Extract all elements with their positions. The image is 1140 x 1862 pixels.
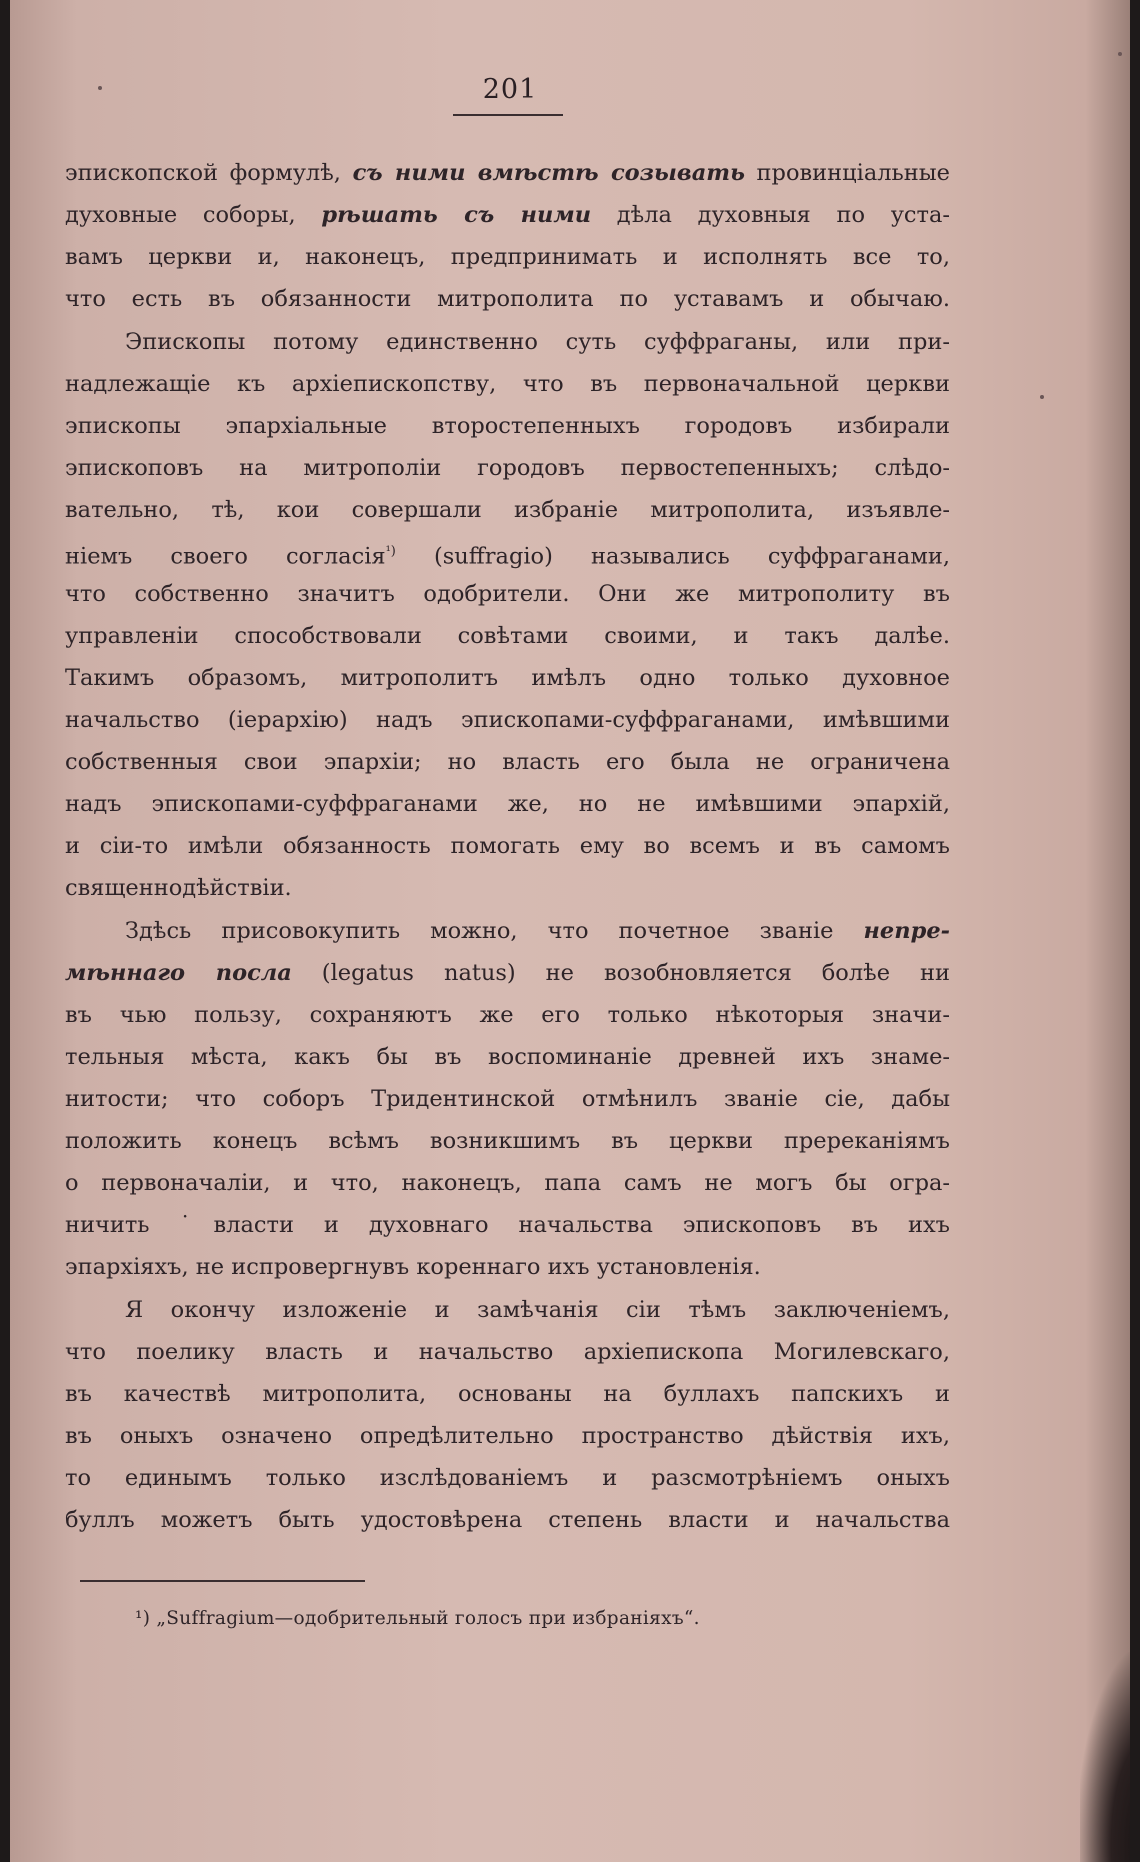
page-number: 201	[482, 74, 538, 105]
speck	[1118, 52, 1122, 56]
text-line: буллъ можетъ быть удостовѣрена степень власти и начальства	[65, 1507, 950, 1533]
text-line	[65, 158, 950, 188]
text-span: эпископской формулѣ,	[65, 160, 353, 186]
text-span: ніемъ своего согласія	[65, 543, 386, 570]
text-line: о первоначаліи, и что, наконецъ, папа самъ не могъ бы огра-	[65, 1170, 950, 1196]
text-line: въ оныхъ означено опредѣлительно пространство дѣйствія ихъ,	[65, 1423, 950, 1449]
text-line: положить конецъ всѣмъ возникшимъ въ церкви пререканіямъ	[65, 1128, 950, 1154]
footnote: ¹) „Suffragium—одобрительный голосъ при избраніяхъ“.	[135, 1608, 700, 1629]
text-line: въ качествѣ митрополита, основаны на буллахъ папскихъ и	[65, 1381, 950, 1407]
text-line: управленіи способствовали совѣтами своими, и такъ далѣе.	[65, 623, 950, 649]
text-line: надъ эпископами-суффраганами же, но не имѣвшими эпархій,	[65, 791, 950, 817]
text-line: священнодѣйствіи.	[65, 875, 292, 901]
text-span: провинціальные	[744, 160, 950, 186]
text-line: нитости; что соборъ Тридентинской отмѣнилъ званіе сіе, дабы	[65, 1086, 950, 1112]
italic-span: мѣннаго посла	[65, 960, 292, 986]
footnote-rule	[80, 1580, 365, 1582]
text-line	[65, 958, 950, 988]
text-span: Здѣсь присовокупить можно, что почетное званіе	[125, 918, 864, 944]
text-line: въ чью пользу, сохраняютъ же его только нѣкоторыя значи-	[65, 1002, 950, 1028]
text-line: Я окончу изложеніе и замѣчанія сіи тѣмъ заключеніемъ,	[125, 1297, 950, 1323]
text-span: духовные соборы,	[65, 202, 322, 228]
text-line: ничить ˙власти и духовнаго начальства эпископовъ въ ихъ	[65, 1212, 950, 1238]
page-number-rule	[453, 114, 563, 116]
text-line: что собственно значитъ одобрители. Они же митрополиту въ	[65, 581, 950, 607]
italic-span: непре-	[863, 918, 950, 944]
italic-span: рѣшать съ ними	[321, 202, 592, 228]
text-line	[65, 537, 950, 572]
text-line: что есть въ обязанности митрополита по уставамъ и обычаю.	[65, 286, 950, 312]
speck	[1040, 395, 1044, 399]
book-page	[10, 0, 1130, 1862]
footnote-marker: ¹)	[385, 544, 396, 559]
text-span: (suffragio) назывались суффраганами,	[395, 543, 950, 570]
speck	[98, 86, 102, 90]
text-line	[125, 916, 950, 946]
text-line: Эпископы потому единственно суть суффраганы, или при-	[125, 329, 950, 355]
text-line: собственныя свои эпархіи; но власть его была не ограничена	[65, 749, 950, 775]
text-line: то единымъ только изслѣдованіемъ и разсмотрѣніемъ оныхъ	[65, 1465, 950, 1491]
text-line: тельныя мѣста, какъ бы въ воспоминаніе древней ихъ знаме-	[65, 1044, 950, 1070]
text-line: эпископовъ на митрополіи городовъ первостепенныхъ; слѣдо-	[65, 455, 950, 481]
text-line: эпархіяхъ, не испровергнувъ кореннаго ихъ установленія.	[65, 1254, 761, 1280]
text-line: вательно, тѣ, кои совершали избраніе митрополита, изъявле-	[65, 497, 950, 523]
text-line: Такимъ образомъ, митрополитъ имѣлъ одно только духовное	[65, 665, 950, 691]
text-line: начальство (іерархію) надъ эпископами-суффраганами, имѣвшими	[65, 707, 950, 733]
text-line: надлежащіе къ архіепископству, что въ первоначальной церкви	[65, 371, 950, 397]
text-line	[65, 200, 950, 230]
text-span: (legatus natus) не возобновляется болѣе ни	[291, 960, 950, 986]
text-line: вамъ церкви и, наконецъ, предпринимать и исполнять все то,	[65, 244, 950, 270]
text-line: эпископы эпархіальные второстепенныхъ городовъ избирали	[65, 413, 950, 439]
italic-span: съ ними вмѣстѣ созывать	[352, 160, 745, 186]
text-line: и сіи-то имѣли обязанность помогать ему во всемъ и въ самомъ	[65, 833, 950, 859]
text-span: дѣла духовныя по уста-	[591, 202, 950, 228]
text-line: что поелику власть и начальство архіепископа Могилевскаго,	[65, 1339, 950, 1365]
